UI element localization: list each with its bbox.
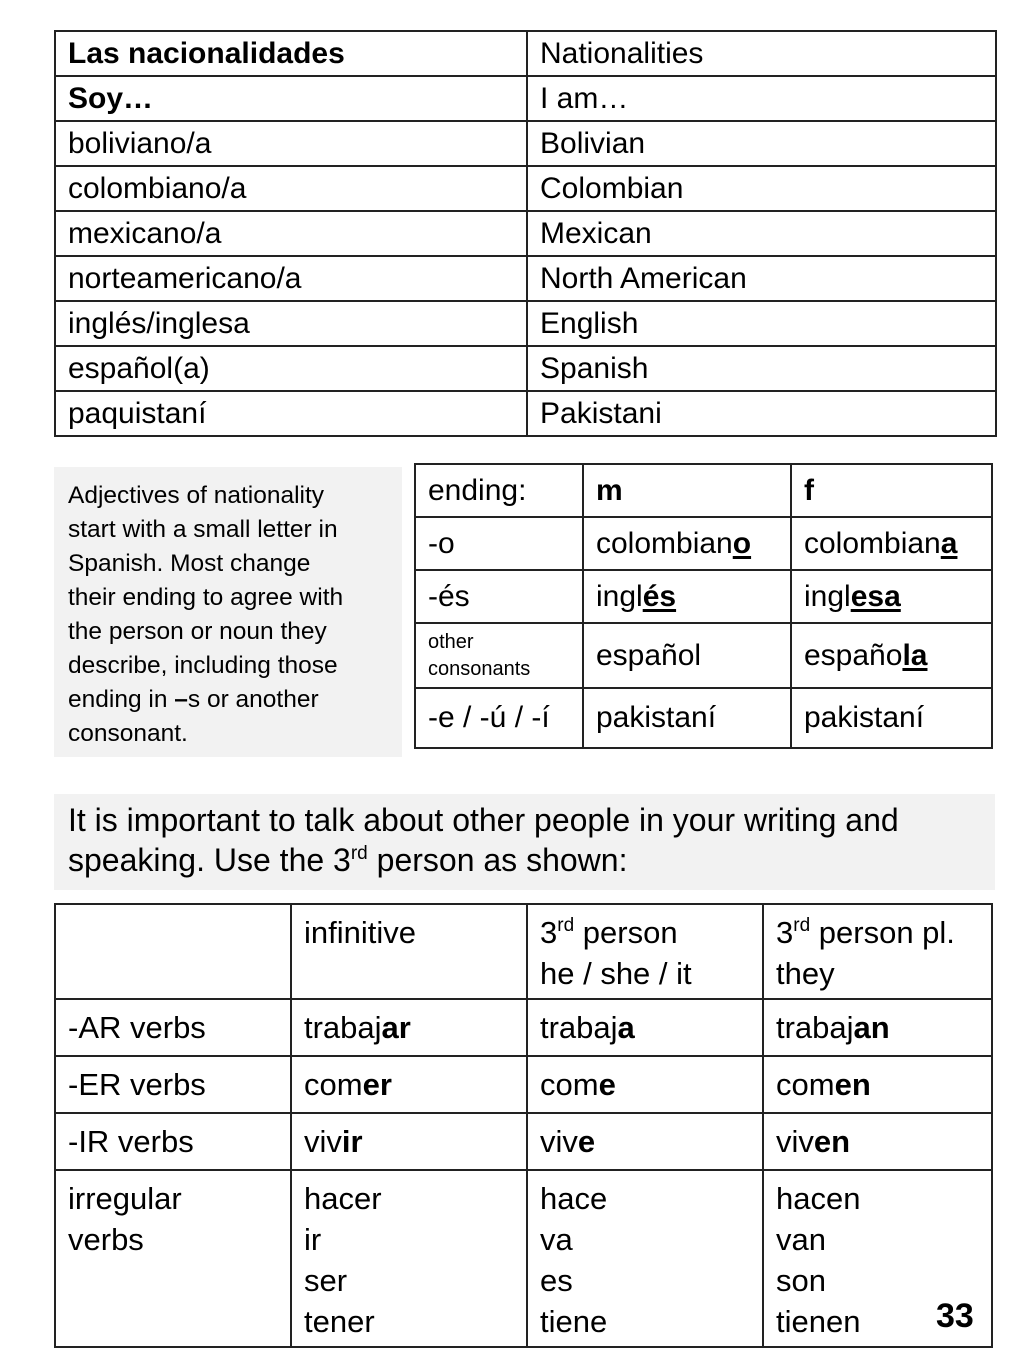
table-row — [55, 76, 996, 121]
masculine-cell: pakistaní — [583, 688, 791, 748]
verb-ending: an — [853, 1010, 890, 1045]
table-row — [55, 301, 996, 346]
singular-cell — [527, 1113, 763, 1170]
table-row — [55, 31, 996, 76]
superscript: rd — [557, 915, 575, 936]
table-row — [55, 211, 996, 256]
note-line: consonant. — [68, 720, 188, 747]
note-line: describe, including those — [68, 652, 338, 679]
plural-cell — [763, 999, 992, 1056]
cell-spanish: colombiano/a — [55, 166, 527, 211]
verb-form: hace — [540, 1181, 608, 1216]
table-row — [415, 464, 992, 517]
ending-header: ending: — [415, 464, 583, 517]
page-number: 33 — [936, 1297, 974, 1335]
table-row — [55, 166, 996, 211]
intro-english: I am… — [527, 76, 996, 121]
singular-cell — [527, 1170, 763, 1347]
note-line: Spanish. Most change — [68, 550, 311, 577]
ending-highlight: és — [642, 579, 677, 613]
verb-ending: a — [617, 1010, 635, 1045]
verb-ending: ir — [341, 1124, 363, 1159]
verb-type: -AR verbs — [55, 999, 291, 1056]
instruction-text: person as shown: — [367, 842, 628, 878]
infinitive-cell — [291, 1170, 527, 1347]
ending-line: consonants — [428, 657, 531, 680]
cell-english: North American — [527, 256, 996, 301]
header-line — [776, 912, 979, 953]
verb-form: hacen — [776, 1181, 861, 1216]
stem: viv — [776, 1124, 814, 1159]
note-text: s or another — [187, 686, 319, 713]
feminine-cell: pakistaní — [791, 688, 992, 748]
ending-highlight: o — [732, 526, 752, 560]
masculine-cell — [583, 517, 791, 570]
stem: viv — [304, 1124, 342, 1159]
table-row — [55, 346, 996, 391]
header-line: he / she / it — [540, 956, 692, 991]
third-person-plural-header — [763, 904, 992, 999]
ending-cell: -és — [415, 570, 583, 623]
instruction-line — [68, 840, 983, 880]
table-row — [55, 1170, 992, 1347]
verb-form: ir — [304, 1222, 322, 1257]
verb-form: ser — [304, 1263, 348, 1298]
stem: trabaj — [540, 1010, 618, 1045]
verb-form: es — [540, 1263, 573, 1298]
cell-spanish: norteamericano/a — [55, 256, 527, 301]
header-text: 3 — [540, 915, 558, 950]
singular-cell — [527, 999, 763, 1056]
stem: colombian — [596, 526, 733, 560]
masculine-cell: español — [583, 623, 791, 688]
note-line — [68, 683, 394, 717]
endings-table — [414, 463, 993, 749]
cell-english: English — [527, 301, 996, 346]
stem: viv — [540, 1124, 578, 1159]
cell-english: Bolivian — [527, 121, 996, 166]
cell-english: Pakistani — [527, 391, 996, 436]
stem: com — [540, 1067, 599, 1102]
header-line — [540, 912, 750, 953]
cell-english: Colombian — [527, 166, 996, 211]
feminine-cell — [791, 517, 992, 570]
plural-cell — [763, 1056, 992, 1113]
third-person-header — [527, 904, 763, 999]
header-text: 3 — [776, 915, 794, 950]
cell-spanish: inglés/inglesa — [55, 301, 527, 346]
header-spanish: Las nacionalidades — [55, 31, 527, 76]
verb-ending: ar — [381, 1010, 411, 1045]
verb-ending: e — [577, 1124, 596, 1159]
stem: ingl — [596, 579, 643, 613]
ending-highlight: la — [902, 638, 928, 672]
infinitive-cell — [291, 999, 527, 1056]
note-line: the person or noun they — [68, 618, 327, 645]
verb-type: -ER verbs — [55, 1056, 291, 1113]
stem: ingl — [804, 579, 851, 613]
instruction-line: It is important to talk about other people in your writing and — [68, 802, 899, 838]
table-row — [415, 517, 992, 570]
plural-cell — [763, 1113, 992, 1170]
ending-highlight: esa — [850, 579, 901, 613]
instruction-box — [54, 794, 995, 890]
verb-form: hacer — [304, 1181, 382, 1216]
table-row — [55, 1113, 992, 1170]
table-row — [55, 256, 996, 301]
cell-spanish: mexicano/a — [55, 211, 527, 256]
nationalities-table — [54, 30, 997, 437]
feminine-header: f — [791, 464, 992, 517]
table-row — [415, 688, 992, 748]
infinitive-cell — [291, 1113, 527, 1170]
stem: españo — [804, 638, 903, 672]
table-row — [55, 1056, 992, 1113]
verb-ending: en — [834, 1067, 871, 1102]
header-line: they — [776, 956, 835, 991]
ending-cell: -o — [415, 517, 583, 570]
verb-type-line: irregular — [68, 1181, 182, 1216]
masculine-header: m — [583, 464, 791, 517]
cell-spanish: español(a) — [55, 346, 527, 391]
verb-form: tienen — [776, 1304, 861, 1339]
table-row — [415, 623, 992, 688]
ending-line: other — [428, 630, 474, 653]
intro-spanish: Soy… — [55, 76, 527, 121]
superscript: rd — [350, 843, 368, 864]
cell-english: Mexican — [527, 211, 996, 256]
verb-type — [55, 1170, 291, 1347]
stem: com — [304, 1067, 363, 1102]
note-line: their ending to agree with — [68, 584, 344, 611]
header-text: person — [574, 915, 678, 950]
masculine-cell — [583, 570, 791, 623]
feminine-cell — [791, 623, 992, 688]
header-english: Nationalities — [527, 31, 996, 76]
verb-type: -IR verbs — [55, 1113, 291, 1170]
verb-form: va — [540, 1222, 573, 1257]
table-row — [55, 391, 996, 436]
singular-cell — [527, 1056, 763, 1113]
stem: trabaj — [776, 1010, 854, 1045]
stem: trabaj — [304, 1010, 382, 1045]
cell-english: Spanish — [527, 346, 996, 391]
verbs-table — [54, 903, 993, 1348]
infinitive-cell — [291, 1056, 527, 1113]
cell-spanish: boliviano/a — [55, 121, 527, 166]
verb-type-line: verbs — [68, 1222, 144, 1257]
verb-ending: e — [598, 1067, 616, 1102]
note-line: start with a small letter in — [68, 516, 338, 543]
nationality-note — [54, 467, 402, 757]
table-row — [415, 570, 992, 623]
infinitive-header: infinitive — [291, 904, 527, 999]
verb-form: son — [776, 1263, 826, 1298]
ending-cell: -e / -ú / -í — [415, 688, 583, 748]
stem: com — [776, 1067, 835, 1102]
note-line: Adjectives of nationality — [68, 482, 325, 509]
stem: colombian — [804, 526, 941, 560]
verb-ending: en — [813, 1124, 851, 1159]
empty-header — [55, 904, 291, 999]
note-text: ending in — [68, 686, 175, 713]
instruction-text: speaking. Use the 3 — [68, 842, 351, 878]
verb-form: van — [776, 1222, 826, 1257]
verb-ending: er — [362, 1067, 392, 1102]
table-row — [55, 999, 992, 1056]
verb-form: tener — [304, 1304, 375, 1339]
header-text: person pl. — [810, 915, 955, 950]
cell-spanish: paquistaní — [55, 391, 527, 436]
note-dash: – — [174, 686, 188, 713]
feminine-cell — [791, 570, 992, 623]
table-row — [55, 121, 996, 166]
verb-form: tiene — [540, 1304, 608, 1339]
superscript: rd — [793, 915, 811, 936]
ending-cell — [415, 623, 583, 688]
ending-highlight: a — [940, 526, 958, 560]
table-row — [55, 904, 992, 999]
